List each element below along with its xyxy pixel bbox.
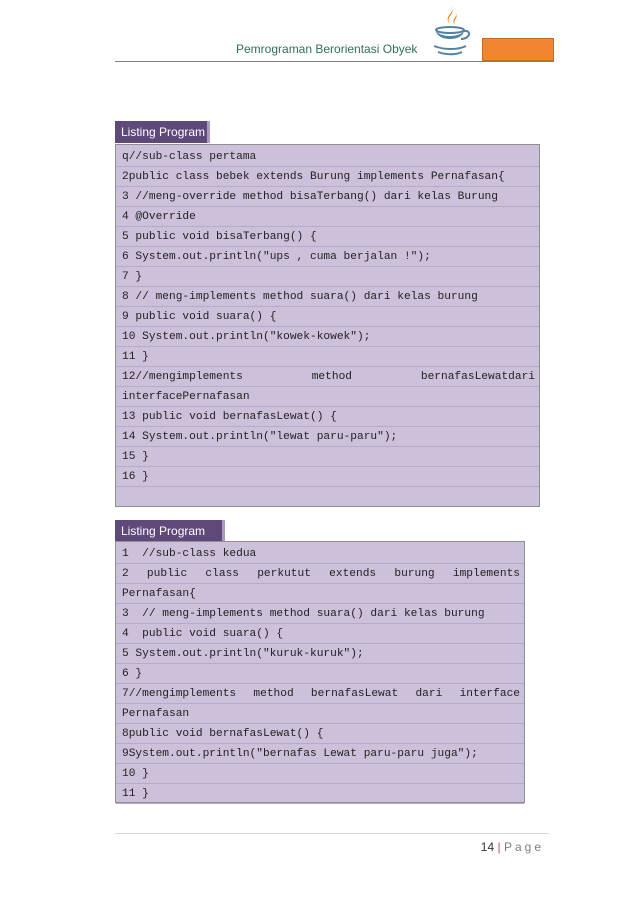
page-word: Page (503, 840, 544, 854)
listing-program-tab-1: Listing Program (115, 121, 210, 143)
code-listing-1 (115, 144, 540, 507)
code-line: 9System.out.println("bernafas Lewat paru-paru juga"); (116, 744, 524, 764)
page-footer (481, 840, 544, 854)
footer-rule (115, 833, 549, 834)
code-line: Pernafasan (116, 704, 524, 724)
document-header-title: Pemrograman Berorientasi Obyek (236, 42, 418, 56)
code-line: 4 public void suara() { (116, 624, 524, 644)
code-line: 5 System.out.println("kuruk-kuruk"); (116, 644, 524, 664)
code-line: 13 public void bernafasLewat() { (116, 407, 539, 427)
code-line: 12//mengimplements method bernafasLewatdari (116, 367, 539, 387)
page-number: 14 (480, 840, 495, 854)
code-line: 11 } (116, 784, 524, 804)
code-line: 5 public void bisaTerbang() { (116, 227, 539, 247)
code-line: 14 System.out.println("lewat paru-paru"); (116, 427, 539, 447)
code-line: interfacePernafasan (116, 387, 539, 407)
code-line: 6 } (116, 664, 524, 684)
code-line: q//sub-class pertama (116, 147, 539, 167)
code-line: 15 } (116, 447, 539, 467)
header-rule (115, 61, 554, 62)
code-line: 3 //meng-override method bisaTerbang() dari kelas Burung (116, 187, 539, 207)
header-accent-bar (482, 38, 554, 61)
code-line: 4 @Override (116, 207, 539, 227)
code-line: 10 } (116, 764, 524, 784)
code-line: 11 } (116, 347, 539, 367)
code-line: 1 //sub-class kedua (116, 544, 524, 564)
code-line: 3 // meng-implements method suara() dari kelas burung (116, 604, 524, 624)
code-line: 8 // meng-implements method suara() dari kelas burung (116, 287, 539, 307)
java-coffee-cup-icon (428, 2, 474, 58)
code-line: 9 public void suara() { (116, 307, 539, 327)
code-line: 8public void bernafasLewat() { (116, 724, 524, 744)
code-line: 6 System.out.println("ups , cuma berjalan !"); (116, 247, 539, 267)
code-listing-2 (115, 541, 525, 803)
footer-separator: | (497, 840, 501, 854)
code-line: 10 System.out.println("kowek-kowek"); (116, 327, 539, 347)
code-line: 2public class bebek extends Burung implements Pernafasan{ (116, 167, 539, 187)
code-line: 16 } (116, 467, 539, 487)
code-line: 2 public class perkutut extends burung implements (116, 564, 524, 584)
code-line: Pernafasan{ (116, 584, 524, 604)
code-line: 7 } (116, 267, 539, 287)
code-line: 7//mengimplements method bernafasLewat dari interface (116, 684, 524, 704)
listing-program-tab-2: Listing Program (115, 520, 225, 542)
